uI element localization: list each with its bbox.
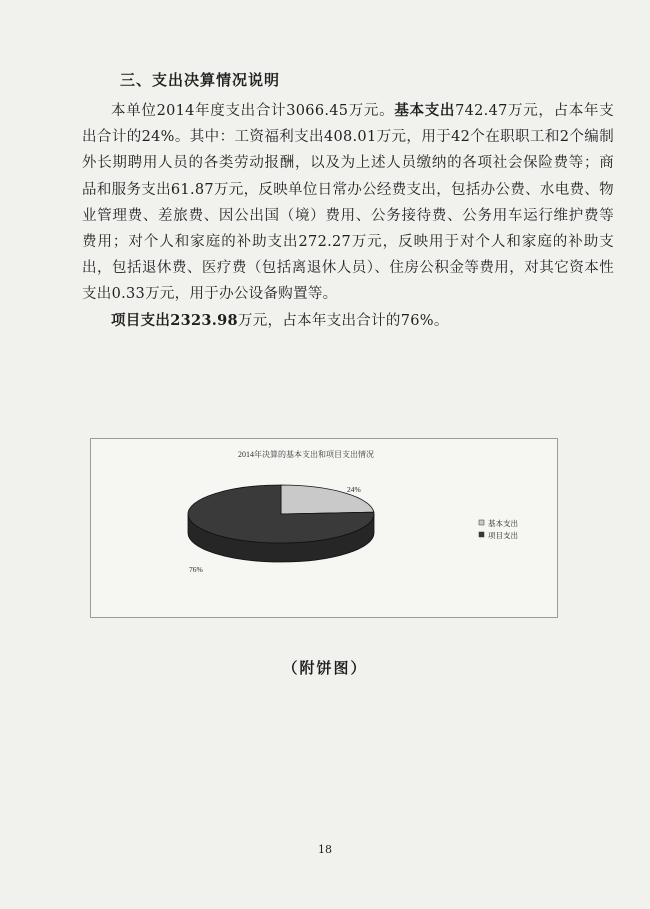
legend-label-1: 项目支出 [488,531,518,540]
pie-group [188,485,374,574]
legend-label-0: 基本支出 [488,519,518,528]
body-text [82,98,614,334]
chart-legend [479,518,518,540]
basic-expenditure-detail: 742.47万元，占本年支出合计的24%。其中：工资福利支出408.01万元，用于42个在职职工和2个编制外长期聘用人员的各类劳动报酬，以及为上述人员缴纳的各项社会保险费等；商品和服务支出61.87万元，反映单位日常办公经费支出，包括办公费、水电费、物业管理费、差旅费、因公出国（境）费用、公务接待费、公务用车运行维护费等费用；对个人和家庭的补助支出272.27万元，反映用于对个人和家庭的补助支出，包括退休费、医疗费（包括离退休人员）、住房公积金等费用，对其它资本性支出0.33万元，用于办公设备购置等。 [82,103,615,303]
project-expenditure-amount: 2323.98 [170,311,238,329]
pie-chart [90,438,558,618]
pie-chart-svg [91,439,557,617]
project-expenditure-detail: 万元，占本年支出合计的76%。 [237,312,449,329]
page-number: 18 [318,843,332,856]
total-expenditure-sentence: 本单位2014年度支出合计3066.45万元。 [111,103,395,119]
project-expenditure-label: 项目支出 [111,311,171,329]
legend-swatch-1 [479,532,484,537]
paragraph-project-expenditure [82,308,614,334]
legend-swatch-0 [479,520,484,525]
section-heading: 三、支出决算情况说明 [120,71,281,89]
pie-label-project: 76% [189,565,203,574]
pie-label-basic: 24% [347,485,361,494]
basic-expenditure-label: 基本支出 [394,102,456,119]
chart-title: 2014年决算的基本支出和项目支出情况 [238,450,374,459]
paragraph-basic-expenditure [82,98,614,308]
figure-caption: （附饼图） [282,659,368,677]
